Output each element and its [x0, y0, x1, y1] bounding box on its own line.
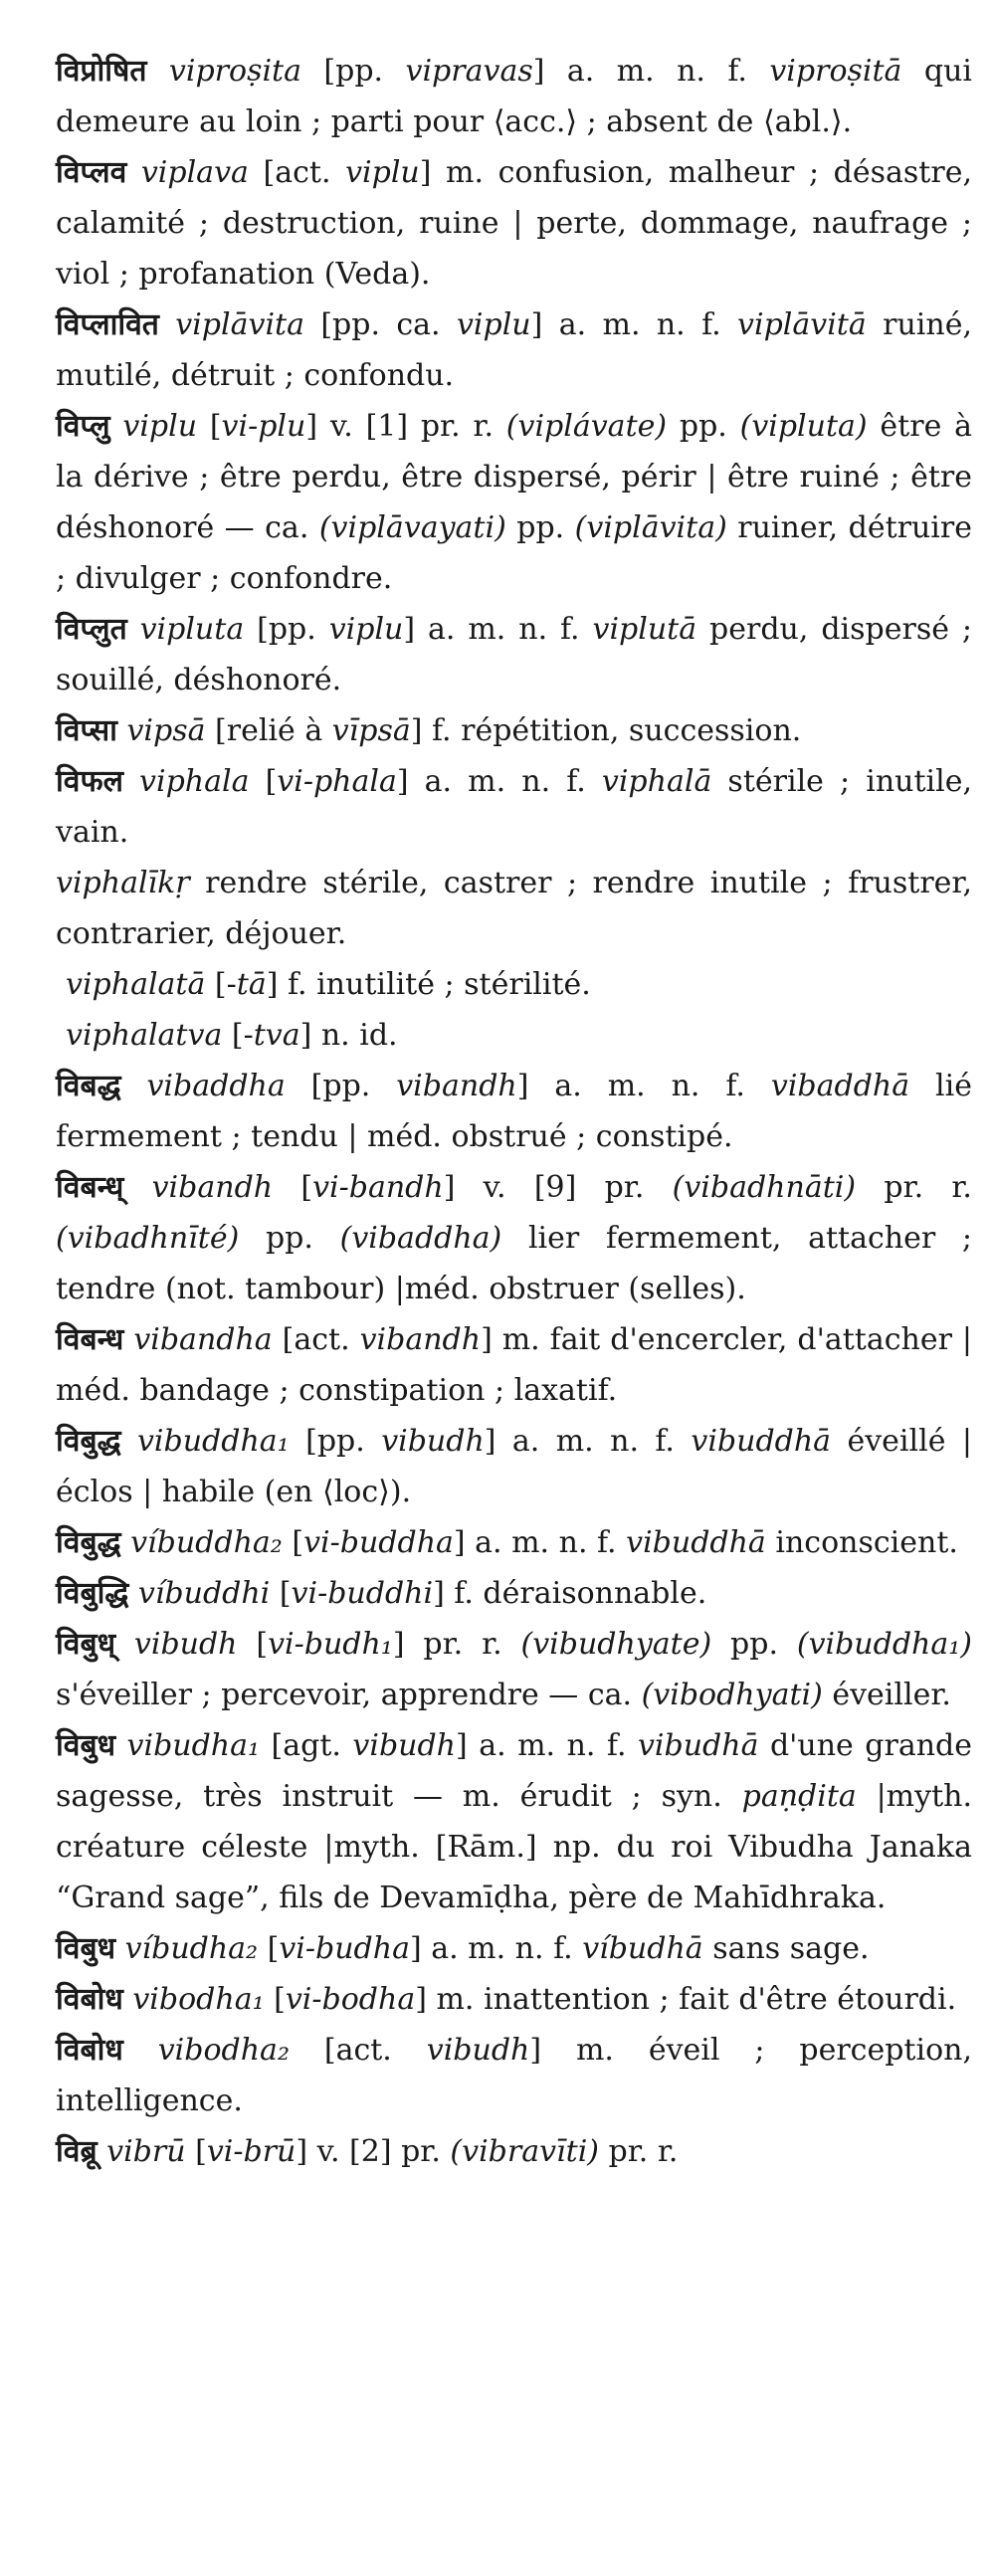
- italic-text: vibaddhā: [770, 1069, 910, 1103]
- entry-text: ] a. m. n. f.: [456, 1728, 638, 1763]
- headword-devanagari: विफल: [56, 764, 123, 799]
- entry-text: [121, 1069, 147, 1103]
- entry-text: pr. r.: [856, 1170, 972, 1205]
- entry-text: [121, 1525, 131, 1560]
- dictionary-entry: [56, 1923, 972, 1974]
- entry-text: [-: [222, 1018, 254, 1053]
- italic-text: vibudha₁: [126, 1728, 261, 1763]
- italic-text: vibodha₁: [132, 1982, 265, 2017]
- entry-text: ] pr. r.: [392, 1627, 521, 1662]
- entry-text: [123, 1982, 133, 2017]
- dictionary-entry: [56, 147, 972, 299]
- italic-text: vi-budh₁: [268, 1627, 393, 1662]
- italic-text: (viplávate): [505, 409, 668, 444]
- entry-text: être à la dérive ; être perdu, être dispersé, périr | être ruiné ; être déshonoré — ca.: [56, 409, 972, 545]
- italic-text: viplutā: [592, 612, 697, 647]
- entry-text: ] n. id.: [299, 1018, 398, 1053]
- italic-text: vibrū: [106, 2134, 186, 2169]
- entry-text: inconscient.: [765, 1525, 958, 1560]
- entry-text: pp.: [505, 510, 575, 545]
- italic-text: vi-bandh: [312, 1170, 444, 1205]
- dictionary-entry: [56, 756, 972, 858]
- dictionary-entry: [56, 299, 972, 401]
- entry-text: perdu, dispersé ; souillé, déshonoré.: [56, 612, 972, 697]
- italic-text: tva: [253, 1018, 300, 1053]
- italic-text: vi-buddha: [303, 1525, 454, 1560]
- entry-text: ] f. répétition, succession.: [410, 713, 802, 748]
- entry-text: [159, 307, 175, 342]
- entry-text: [act.: [272, 1322, 360, 1357]
- italic-text: vipluta: [139, 612, 245, 647]
- italic-text: vibaddha: [146, 1069, 286, 1103]
- headword-devanagari: विबुध: [56, 1728, 116, 1763]
- dictionary-subentry: [56, 1010, 972, 1061]
- italic-text: (vibravīti): [450, 2134, 599, 2169]
- dictionary-entry: [56, 604, 972, 705]
- italic-text: víbuddha₂: [130, 1525, 283, 1560]
- italic-text: vibudh: [133, 1627, 238, 1662]
- entry-text: [115, 1728, 127, 1763]
- entry-text: ] v. [2] pr.: [296, 2134, 451, 2169]
- entry-text: pr. r.: [599, 2134, 679, 2169]
- entry-text: éveillé | éclos | habile (en ⟨loc⟩).: [56, 1424, 972, 1509]
- italic-text: paṇḍita: [741, 1779, 857, 1814]
- entry-text: ] a. m. n. f.: [396, 764, 602, 799]
- italic-text: viplu: [456, 307, 531, 342]
- entry-text: [128, 1576, 138, 1611]
- entry-text: [123, 2033, 158, 2068]
- entry-text: qui demeure au loin ; parti pour ⟨acc.⟩ ; absent de ⟨abl.⟩.: [56, 54, 972, 139]
- italic-text: (viplāvayati): [318, 510, 506, 545]
- dictionary-entry: [56, 1061, 972, 1162]
- entry-text: [121, 1424, 137, 1459]
- entry-text: rendre stérile, castrer ; rendre inutile ; frustrer, contrarier, déjouer.: [56, 866, 972, 951]
- entry-text: s'éveiller ; percevoir, apprendre — ca.: [56, 1678, 642, 1712]
- entry-text: [110, 409, 123, 444]
- dictionary-entry: [56, 1720, 972, 1923]
- italic-text: vi-bodha: [285, 1982, 416, 2017]
- entry-text: ] v. [9] pr.: [443, 1170, 673, 1205]
- entry-text: [act.: [289, 2033, 427, 2068]
- entry-text: [pp.: [285, 1069, 397, 1103]
- entry-text: [: [197, 409, 222, 444]
- italic-text: vibuddhā: [626, 1525, 766, 1560]
- dictionary-entry: [56, 2126, 972, 2177]
- headword-devanagari: विब्रू: [56, 2134, 98, 2169]
- entry-text: ] m. fait d'encercler, d'attacher | méd. bandage ; constipation ; laxatif.: [56, 1322, 972, 1408]
- entry-text: [: [282, 1525, 304, 1560]
- entry-text: ] a. m. n. f.: [453, 1525, 627, 1560]
- dictionary-entry: [56, 1974, 972, 2025]
- italic-text: vibuddhā: [691, 1424, 832, 1459]
- italic-text: viphalatva: [66, 1018, 223, 1053]
- entry-text: [act.: [248, 155, 346, 190]
- entry-text: ] m. inattention ; fait d'être étourdi.: [415, 1982, 957, 2017]
- italic-text: vi-phala: [277, 764, 397, 799]
- italic-text: vibandh: [396, 1069, 517, 1103]
- entry-text: [115, 1931, 125, 1966]
- italic-text: (vibodhyati): [641, 1678, 823, 1712]
- italic-text: víbudha₂: [124, 1931, 259, 1966]
- headword-devanagari: विबुद्ध: [56, 1525, 121, 1560]
- italic-text: víbuddhi: [137, 1576, 271, 1611]
- headword-devanagari: विप्रोषित: [56, 54, 147, 89]
- entry-text: |myth. créature céleste |myth. [Rām.] np. du roi Vibudha Janaka “Grand sage”, fils de Devamīḍha, père de Mahīdhraka.: [56, 1779, 972, 1915]
- italic-text: vi-plu: [221, 409, 306, 444]
- dictionary-entry: [56, 858, 972, 959]
- dictionary-entry: [56, 46, 972, 147]
- italic-text: viphalīkṛ: [56, 866, 190, 900]
- italic-text: vibudh: [381, 1424, 485, 1459]
- entry-text: [: [264, 1982, 286, 2017]
- entry-text: [pp.: [301, 54, 406, 89]
- italic-text: vibandh: [359, 1322, 482, 1357]
- dictionary-subentry: [56, 959, 972, 1010]
- headword-devanagari: विप्लु: [56, 409, 110, 444]
- italic-text: (vipluta): [739, 409, 868, 444]
- italic-text: vibandha: [133, 1322, 273, 1357]
- italic-text: vi-budha: [279, 1931, 410, 1966]
- dictionary-entry: [56, 1568, 972, 1619]
- italic-text: vibudh: [352, 1728, 456, 1763]
- italic-text: víbudhā: [582, 1931, 703, 1966]
- italic-text: viplāvitā: [737, 307, 867, 342]
- entry-text: ] a. m. n. f.: [532, 54, 770, 89]
- entry-text: [123, 764, 139, 799]
- entry-text: ] m. éveil ; perception, intelligence.: [56, 2033, 972, 2118]
- entry-text: [: [273, 1170, 313, 1205]
- entry-text: éveiller.: [822, 1678, 951, 1712]
- italic-text: vi-brū: [206, 2134, 297, 2169]
- entry-text: pp.: [711, 1627, 797, 1662]
- dictionary-entry: [56, 1517, 972, 1568]
- entry-text: [115, 1627, 134, 1662]
- entry-text: ] a. m. n. f.: [403, 612, 593, 647]
- entry-text: ] v. [1] pr. r.: [305, 409, 506, 444]
- italic-text: tā: [236, 967, 267, 1002]
- dictionary-entry: [56, 1314, 972, 1416]
- headword-devanagari: विबुद्धि: [56, 1576, 129, 1611]
- dictionary-entry: [56, 1162, 972, 1314]
- dictionary-entry: [56, 2025, 972, 2126]
- italic-text: vibudhā: [637, 1728, 759, 1763]
- entry-text: [127, 612, 140, 647]
- italic-text: (vibadhnīté): [56, 1221, 240, 1256]
- italic-text: (vibaddha): [339, 1221, 502, 1256]
- italic-text: viplu: [328, 612, 404, 647]
- entry-text: ] a. m. n. f.: [530, 307, 738, 342]
- entry-text: ruiner, détruire ; divulger ; confondre.: [56, 510, 972, 596]
- entry-text: ] m. confusion, malheur ; désastre, calamité ; destruction, ruine | perte, dommage, naufrage ; viol ; profanation (Veda).: [56, 155, 972, 292]
- entry-text: d'une grande sagesse, très instruit — m. érudit ; syn.: [56, 1728, 972, 1814]
- headword-devanagari: विबद्ध: [56, 1069, 121, 1103]
- italic-text: vibuddha₁: [136, 1424, 290, 1459]
- italic-text: viphalā: [601, 764, 712, 799]
- italic-text: viproṣitā: [769, 54, 902, 89]
- entry-text: [147, 54, 169, 89]
- entry-text: ] a. m. n. f.: [484, 1424, 692, 1459]
- dictionary-entry: [56, 401, 972, 604]
- headword-devanagari: विप्लावित: [56, 307, 159, 342]
- italic-text: (vibudhyate): [520, 1627, 712, 1662]
- italic-text: vi-buddhi: [291, 1576, 434, 1611]
- entry-text: [: [258, 1931, 280, 1966]
- entry-text: ] f. inutilité ; stérilité.: [266, 967, 591, 1002]
- italic-text: vipravas: [405, 54, 533, 89]
- entry-text: [pp.: [289, 1424, 382, 1459]
- entry-text: [pp. ca.: [303, 307, 457, 342]
- entry-text: [: [270, 1576, 292, 1611]
- italic-text: (vibuddha₁): [796, 1627, 972, 1662]
- entry-text: lier fermement, attacher ; tendre (not. tambour) |méd. obstruer (selles).: [56, 1221, 972, 1306]
- headword-devanagari: विबोध: [56, 2033, 123, 2068]
- headword-devanagari: विप्सा: [56, 713, 117, 748]
- entry-text: [relié à: [205, 713, 332, 748]
- italic-text: vibandh: [151, 1170, 274, 1205]
- italic-text: vibodha₂: [157, 2033, 290, 2068]
- entry-text: [-: [205, 967, 237, 1002]
- entry-text: ] a. m. n. f.: [409, 1931, 583, 1966]
- headword-devanagari: विबुध्: [56, 1627, 116, 1662]
- entry-text: [pp.: [244, 612, 329, 647]
- entry-text: [agt.: [260, 1728, 353, 1763]
- dictionary-entry: [56, 1619, 972, 1720]
- italic-text: viphalatā: [66, 967, 206, 1002]
- italic-text: (vibadhnāti): [672, 1170, 857, 1205]
- italic-text: viplu: [122, 409, 198, 444]
- entry-text: [123, 1170, 151, 1205]
- headword-devanagari: विबन्ध्: [56, 1170, 124, 1205]
- entry-text: [: [237, 1627, 269, 1662]
- italic-text: viphala: [139, 764, 250, 799]
- entry-text: [126, 155, 141, 190]
- entry-text: ] a. m. n. f.: [516, 1069, 771, 1103]
- entry-text: [98, 2134, 107, 2169]
- entry-text: [123, 1322, 133, 1357]
- entry-text: lié fermement ; tendu | méd. obstrué ; constipé.: [56, 1069, 972, 1154]
- entry-text: [: [185, 2134, 207, 2169]
- italic-text: viplu: [345, 155, 420, 190]
- dictionary-entry: [56, 705, 972, 756]
- dictionary-entry: [56, 1416, 972, 1517]
- entry-text: pp.: [239, 1221, 340, 1256]
- entry-text: sans sage.: [702, 1931, 870, 1966]
- headword-devanagari: विप्लव: [56, 155, 127, 190]
- italic-text: vibudh: [426, 2033, 530, 2068]
- entry-text: [: [249, 764, 278, 799]
- headword-devanagari: विप्लुत: [56, 612, 127, 647]
- italic-text: vīpsā: [331, 713, 411, 748]
- entry-text: pp.: [667, 409, 740, 444]
- entry-text: ] f. déraisonnable.: [433, 1576, 707, 1611]
- italic-text: viplava: [140, 155, 249, 190]
- entry-text: ruiné, mutilé, détruit ; confondu.: [56, 307, 972, 393]
- headword-devanagari: विबुद्ध: [56, 1424, 121, 1459]
- italic-text: (viplāvita): [574, 510, 727, 545]
- headword-devanagari: विबन्ध: [56, 1322, 124, 1357]
- headword-devanagari: विबुध: [56, 1931, 116, 1966]
- entry-text: stérile ; inutile, vain.: [56, 764, 972, 850]
- headword-devanagari: विबोध: [56, 1982, 123, 2017]
- italic-text: viplāvita: [175, 307, 304, 342]
- italic-text: vipsā: [126, 713, 206, 748]
- italic-text: viproṣita: [168, 54, 302, 89]
